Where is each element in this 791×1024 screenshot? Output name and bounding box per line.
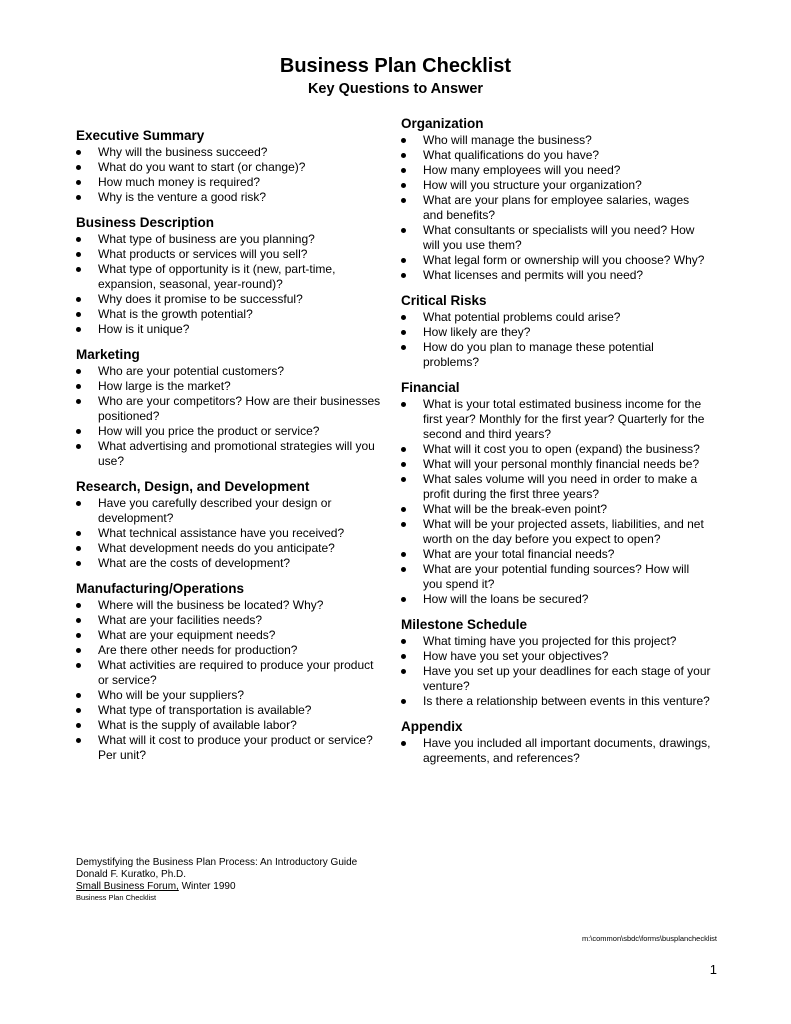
question-item (76, 307, 386, 322)
bullet-icon (401, 153, 406, 158)
section-heading: Executive Summary (76, 128, 205, 143)
bullet-icon (401, 567, 406, 572)
question-text: What development needs do you anticipate? (98, 541, 335, 555)
bullet-icon (401, 168, 406, 173)
question-item (76, 733, 386, 763)
section-executive-summary (76, 128, 386, 205)
question-item (76, 496, 386, 526)
question-item (401, 517, 711, 547)
section-heading: Marketing (76, 347, 140, 362)
question-text: Who will manage the business? (423, 133, 592, 147)
question-list (76, 145, 386, 205)
bullet-icon (401, 447, 406, 452)
question-text: What are your potential funding sources? How will you spend it? (423, 562, 690, 591)
question-item (76, 322, 386, 337)
question-item (401, 562, 711, 592)
question-text: What will it cost you to open (expand) the business? (423, 442, 700, 456)
question-item (401, 163, 711, 178)
question-item (401, 148, 711, 163)
bullet-icon (76, 531, 81, 536)
question-text: How much money is required? (98, 175, 261, 189)
citation-footer (76, 857, 357, 903)
file-path: m:\common\sbdc\forms\busplanchecklist (581, 934, 717, 943)
bullet-icon (401, 741, 406, 746)
question-item (401, 634, 711, 649)
question-item (401, 457, 711, 472)
question-text: What are your plans for employee salaries, wages and benefits? (423, 193, 690, 222)
question-item (76, 232, 386, 247)
bullet-icon (401, 699, 406, 704)
question-text: What is your total estimated business income for the first year? Monthly for the first year? Quarterly for the second and third years? (423, 397, 705, 441)
question-text: What type of transportation is available? (98, 703, 312, 717)
bullet-icon (401, 402, 406, 407)
left-column (76, 128, 386, 773)
section-heading: Research, Design, and Development (76, 479, 310, 494)
question-item (76, 718, 386, 733)
bullet-icon (76, 618, 81, 623)
question-text: How likely are they? (423, 325, 531, 339)
bullet-icon (401, 315, 406, 320)
question-item (76, 394, 386, 424)
question-text: How is it unique? (98, 322, 190, 336)
question-text: Who are your potential customers? (98, 364, 285, 378)
question-item (401, 502, 711, 517)
bullet-icon (76, 663, 81, 668)
section-heading: Business Description (76, 215, 215, 230)
question-item (76, 175, 386, 190)
question-text: Where will the business be located? Why? (98, 598, 324, 612)
question-item (76, 292, 386, 307)
bullet-icon (76, 237, 81, 242)
bullet-icon (76, 501, 81, 506)
bullet-icon (76, 180, 81, 185)
question-text: Who will be your suppliers? (98, 688, 245, 702)
question-item (76, 526, 386, 541)
question-item (76, 658, 386, 688)
page-number: 1 (709, 962, 717, 977)
section-appendix (401, 719, 711, 766)
question-item (76, 613, 386, 628)
question-list (401, 397, 711, 607)
bullet-icon (76, 738, 81, 743)
section-organization (401, 116, 711, 283)
bullet-icon (76, 561, 81, 566)
section-research-design-and-development (76, 479, 386, 571)
question-text: What legal form or ownership will you choose? Why? (423, 253, 705, 267)
question-text: Why is the venture a good risk? (98, 190, 267, 204)
bullet-icon (76, 723, 81, 728)
question-text: What are your facilities needs? (98, 613, 263, 627)
question-item (76, 262, 386, 292)
bullet-icon (401, 669, 406, 674)
question-item (401, 253, 711, 268)
question-text: How do you plan to manage these potential problems? (423, 340, 654, 369)
question-item (401, 310, 711, 325)
question-text: How will you price the product or service? (98, 424, 320, 438)
question-item (76, 541, 386, 556)
question-text: What technical assistance have you received? (98, 526, 345, 540)
question-text: What is the growth potential? (98, 307, 253, 321)
question-item (401, 442, 711, 457)
bullet-icon (401, 138, 406, 143)
question-text: What is the supply of available labor? (98, 718, 297, 732)
question-text: Are there other needs for production? (98, 643, 298, 657)
question-item (76, 688, 386, 703)
right-column (401, 116, 711, 776)
question-item (76, 556, 386, 571)
question-item (76, 247, 386, 262)
question-list (401, 310, 711, 370)
bullet-icon (401, 654, 406, 659)
section-manufacturing-operations (76, 581, 386, 763)
bullet-icon (401, 507, 406, 512)
question-text: What do you want to start (or change)? (98, 160, 306, 174)
question-text: What are your total financial needs? (423, 547, 615, 561)
bullet-icon (401, 198, 406, 203)
question-text: Have you carefully described your design or development? (98, 496, 332, 525)
question-text: How have you set your objectives? (423, 649, 609, 663)
citation-author: Donald F. Kuratko, Ph.D. (76, 869, 187, 880)
question-item (401, 133, 711, 148)
bullet-icon (76, 195, 81, 200)
question-text: What advertising and promotional strategies will you use? (98, 439, 375, 468)
section-heading: Appendix (401, 719, 463, 734)
question-text: What qualifications do you have? (423, 148, 600, 162)
bullet-icon (401, 183, 406, 188)
citation-date: Winter 1990 (178, 881, 236, 892)
question-item (401, 694, 711, 709)
question-list (76, 496, 386, 571)
question-item (76, 379, 386, 394)
question-item (76, 160, 386, 175)
question-text: What licenses and permits will you need? (423, 268, 644, 282)
section-heading: Milestone Schedule (401, 617, 528, 632)
question-text: How will the loans be secured? (423, 592, 589, 606)
section-heading: Manufacturing/Operations (76, 581, 245, 596)
bullet-icon (76, 429, 81, 434)
bullet-icon (76, 327, 81, 332)
question-text: What are the costs of development? (98, 556, 291, 570)
question-item (401, 472, 711, 502)
question-item (401, 547, 711, 562)
question-text: Have you included all important documents, drawings, agreements, and references? (423, 736, 711, 765)
question-list (401, 133, 711, 283)
bullet-icon (76, 633, 81, 638)
document-name: Business Plan Checklist (76, 893, 157, 902)
bullet-icon (76, 369, 81, 374)
question-text: Why does it promise to be successful? (98, 292, 303, 306)
question-text: What timing have you projected for this project? (423, 634, 677, 648)
question-item (76, 628, 386, 643)
question-item (401, 178, 711, 193)
page-title: Business Plan Checklist (279, 55, 512, 77)
bullet-icon (401, 462, 406, 467)
bullet-icon (76, 312, 81, 317)
bullet-icon (401, 273, 406, 278)
bullet-icon (401, 597, 406, 602)
question-text: What products or services will you sell? (98, 247, 308, 261)
section-marketing (76, 347, 386, 469)
question-text: What sales volume will you need in order to make a profit during the first three years? (423, 472, 698, 501)
question-item (76, 364, 386, 379)
question-item (401, 592, 711, 607)
question-text: Is there a relationship between events in this venture? (423, 694, 710, 708)
section-milestone-schedule (401, 617, 711, 709)
question-item (76, 190, 386, 205)
bullet-icon (401, 228, 406, 233)
question-item (76, 424, 386, 439)
question-text: Have you set up your deadlines for each stage of your venture? (423, 664, 711, 693)
question-text: What will your personal monthly financial needs be? (423, 457, 700, 471)
question-list (76, 364, 386, 469)
bullet-icon (76, 546, 81, 551)
question-text: What potential problems could arise? (423, 310, 621, 324)
question-list (401, 634, 711, 709)
bullet-icon (76, 399, 81, 404)
question-item (76, 598, 386, 613)
section-heading: Financial (401, 380, 460, 395)
question-item (76, 145, 386, 160)
question-text: What will be the break-even point? (423, 502, 608, 516)
question-text: How many employees will you need? (423, 163, 621, 177)
bullet-icon (76, 267, 81, 272)
question-text: What type of opportunity is it (new, part-time, expansion, seasonal, year-round)? (98, 262, 336, 291)
bullet-icon (76, 150, 81, 155)
bullet-icon (76, 603, 81, 608)
section-financial (401, 380, 711, 607)
section-critical-risks (401, 293, 711, 370)
page-subtitle: Key Questions to Answer (307, 81, 484, 97)
question-item (401, 649, 711, 664)
question-item (76, 643, 386, 658)
question-text: Why will the business succeed? (98, 145, 268, 159)
bullet-icon (76, 648, 81, 653)
question-item (401, 736, 711, 766)
section-business-description (76, 215, 386, 337)
question-list (76, 232, 386, 337)
section-heading: Organization (401, 116, 484, 131)
bullet-icon (401, 522, 406, 527)
bullet-icon (401, 330, 406, 335)
bullet-icon (76, 444, 81, 449)
question-text: Who are your competitors? How are their businesses positioned? (98, 394, 381, 423)
citation-publication: Small Business Forum, (76, 881, 179, 892)
bullet-icon (76, 252, 81, 257)
bullet-icon (401, 258, 406, 263)
bullet-icon (401, 477, 406, 482)
question-item (401, 664, 711, 694)
bullet-icon (76, 708, 81, 713)
question-text: How large is the market? (98, 379, 231, 393)
question-item (76, 439, 386, 469)
bullet-icon (401, 552, 406, 557)
bullet-icon (76, 693, 81, 698)
question-text: What type of business are you planning? (98, 232, 315, 246)
question-item (401, 340, 711, 370)
question-text: What consultants or specialists will you need? How will you use them? (423, 223, 695, 252)
question-list (76, 598, 386, 763)
question-list (401, 736, 711, 766)
bullet-icon (401, 345, 406, 350)
question-item (401, 325, 711, 340)
question-item (401, 268, 711, 283)
bullet-icon (401, 639, 406, 644)
question-text: What will be your projected assets, liabilities, and net worth on the day before you expect to open? (423, 517, 704, 546)
citation-source (76, 881, 357, 893)
section-heading: Critical Risks (401, 293, 487, 308)
bullet-icon (76, 297, 81, 302)
question-item (76, 703, 386, 718)
question-item (401, 193, 711, 223)
question-item (401, 397, 711, 442)
question-text: What will it cost to produce your product or service? Per unit? (98, 733, 373, 762)
bullet-icon (76, 165, 81, 170)
question-text: How will you structure your organization? (423, 178, 642, 192)
question-text: What activities are required to produce your product or service? (98, 658, 374, 687)
question-item (401, 223, 711, 253)
question-text: What are your equipment needs? (98, 628, 276, 642)
citation-title: Demystifying the Business Plan Process: An Introductory Guide (76, 857, 358, 868)
bullet-icon (76, 384, 81, 389)
